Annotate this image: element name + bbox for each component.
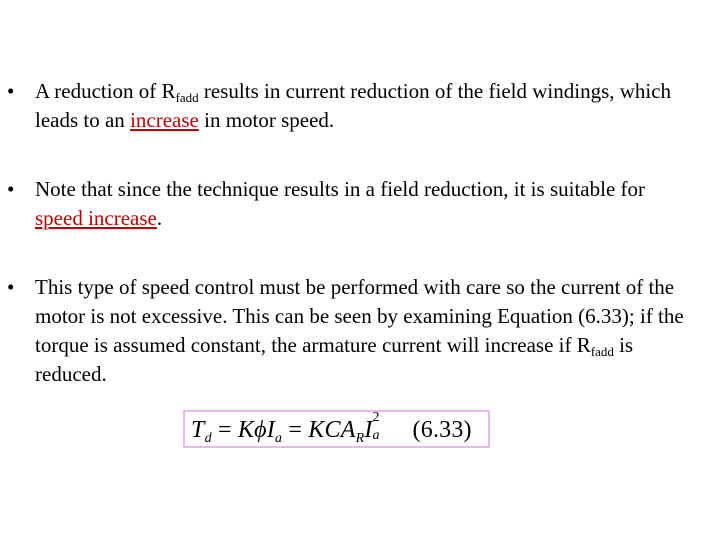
bullet-marker: • (7, 177, 15, 201)
bullet-item-1 (7, 77, 697, 135)
eq-subscript: d (204, 431, 212, 446)
bullet-text-part: is reduced. (35, 333, 634, 386)
eq-operator: = (282, 417, 309, 443)
eq-symbol: KCA (308, 417, 356, 443)
bullet-text (35, 77, 697, 135)
bullet-item-3 (7, 273, 697, 389)
eq-symbol: I (364, 417, 373, 443)
bullet-text-part: Note that since the technique results in a field reduction, it is suitable for (35, 177, 645, 201)
eq-subscript: a (372, 428, 380, 443)
equation-number: (6.33) (412, 417, 472, 443)
equation-box (183, 410, 490, 448)
eq-supsub (372, 410, 383, 443)
highlight-speed-increase: speed increase (35, 206, 157, 230)
bullet-text (35, 175, 697, 233)
bullet-marker: • (7, 79, 15, 103)
bullet-text-part: This type of speed control must be performed with care so the current of the motor is not excessive. This can be seen by examining Equation (6.33); if the torque is assumed constant, the armature current will increase if R (35, 275, 684, 357)
bullet-text-part: results in current reduction of the field windings, which leads to an (35, 79, 672, 132)
eq-operator: = (211, 417, 238, 443)
bullet-text-part: A reduction of R (35, 79, 176, 103)
bullet-item-2 (7, 175, 697, 233)
bullet-text-part: . (156, 206, 163, 230)
highlight-increase: increase (130, 108, 199, 132)
bullet-marker: • (7, 275, 15, 299)
equation-6-33 (191, 410, 472, 446)
eq-superscript: 2 (372, 410, 380, 425)
bullet-text-part: in motor speed. (198, 108, 335, 132)
eq-subscript: a (274, 431, 283, 446)
subscript: fadd (175, 90, 199, 105)
eq-symbol: T (191, 417, 205, 443)
bullet-text (35, 273, 697, 389)
eq-symbol: I (266, 417, 275, 443)
eq-subscript: R (355, 431, 365, 446)
eq-symbol: Kϕ (237, 417, 267, 443)
subscript: fadd (590, 344, 614, 359)
